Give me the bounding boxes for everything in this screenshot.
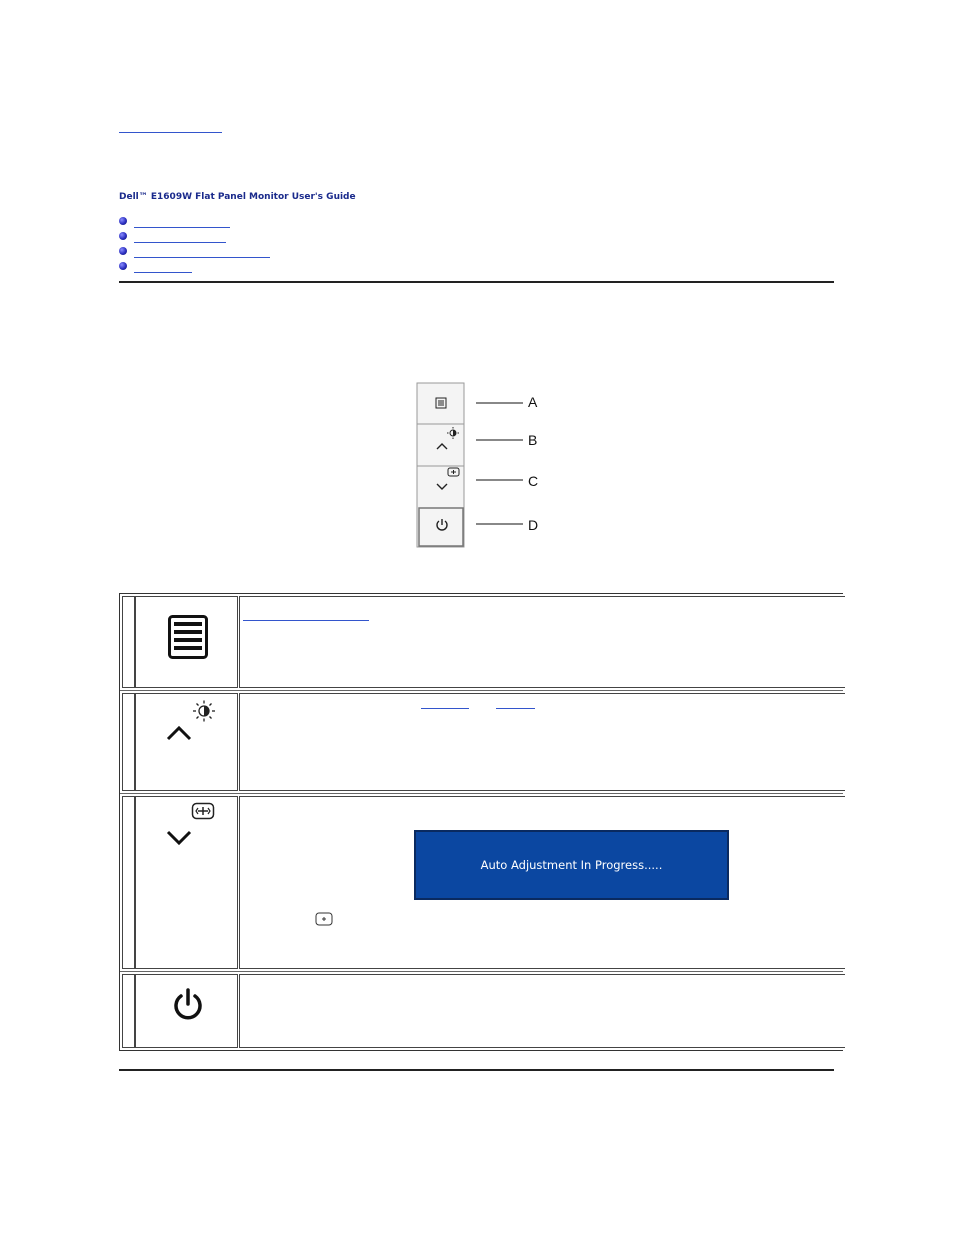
icon-cell <box>135 596 238 688</box>
front-panel-figure <box>416 382 546 550</box>
icon-cell <box>135 693 238 791</box>
brightness-link[interactable] <box>421 708 469 709</box>
nav-link[interactable] <box>134 260 192 273</box>
auto-adjust-icon <box>191 802 215 820</box>
bullet-icon <box>119 262 127 270</box>
menu-link[interactable] <box>243 620 369 621</box>
description-cell <box>239 596 845 688</box>
callout-c: C <box>528 473 539 489</box>
guide-title: Dell™ E1609W Flat Panel Monitor User's Guide <box>119 192 356 202</box>
table-row <box>120 594 843 690</box>
callout-a: A <box>528 394 538 410</box>
auto-adjust-icon <box>315 912 333 926</box>
callout-d: D <box>528 517 539 533</box>
icon-cell <box>135 974 238 1048</box>
top-divider <box>119 281 834 283</box>
button-table <box>119 593 843 1051</box>
nav-link[interactable] <box>134 215 230 228</box>
row-marker-cell <box>122 693 135 791</box>
chevron-up-icon <box>165 724 193 742</box>
bullet-icon <box>119 247 127 255</box>
bullet-icon <box>119 232 127 240</box>
nav-link[interactable] <box>134 245 270 258</box>
row-marker-cell <box>122 796 135 969</box>
contrast-link[interactable] <box>496 708 535 709</box>
power-icon <box>171 987 205 1021</box>
icon-cell <box>135 796 238 969</box>
row-marker-cell <box>122 974 135 1048</box>
description-cell <box>239 974 845 1048</box>
row-marker-cell <box>122 596 135 688</box>
table-row <box>120 691 843 793</box>
table-row <box>120 972 843 1050</box>
callout-b: B <box>528 432 538 448</box>
brightness-contrast-icon <box>192 700 216 722</box>
auto-adjust-osd-message <box>415 831 728 899</box>
nav-link[interactable] <box>134 230 226 243</box>
back-to-contents-link[interactable] <box>119 118 222 133</box>
osd-message-text: Auto Adjustment In Progress..... <box>480 858 663 872</box>
description-cell <box>239 693 845 791</box>
menu-icon <box>168 615 208 659</box>
bottom-divider <box>119 1069 834 1071</box>
chevron-down-icon <box>165 829 193 847</box>
bullet-icon <box>119 217 127 225</box>
